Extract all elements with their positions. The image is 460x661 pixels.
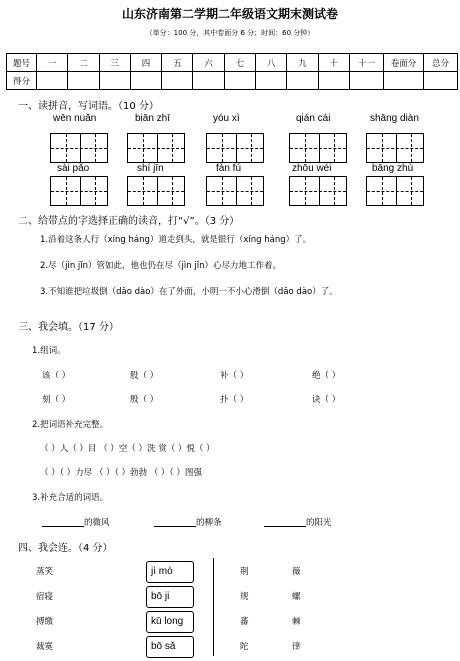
pinyin-box[interactable]: kū long xyxy=(146,611,194,633)
fill-blank[interactable]: 诀（ ） xyxy=(312,395,341,405)
tianzige-box[interactable] xyxy=(50,176,108,206)
match-word-left[interactable]: 裁寞 xyxy=(36,642,54,652)
section3-sub3: 3.补充合适的词语。 xyxy=(32,493,109,503)
answer-underline[interactable] xyxy=(154,526,196,527)
section3-heading: 三、我会填。（17 分） xyxy=(18,322,119,333)
score-table xyxy=(6,53,458,90)
pinyin-label: qián cái xyxy=(296,113,331,124)
pinyin-box[interactable]: bō ji xyxy=(146,586,194,608)
score-cell[interactable] xyxy=(68,72,99,90)
section2-heading: 二、给带点的字选择正确的读音，打“√”。（3 分） xyxy=(18,216,240,227)
answer-underline[interactable] xyxy=(42,526,84,527)
answer-underline[interactable] xyxy=(264,526,306,527)
score-header-cell: 七 xyxy=(224,54,255,72)
score-cell[interactable] xyxy=(350,72,384,90)
pinyin-label: wēn nuǎn xyxy=(53,113,97,124)
page-subtitle: （单分：100 分，其中卷面分 6 分；时间：60 分钟） xyxy=(145,29,315,37)
blank-item-label: 的阳光 xyxy=(306,518,332,528)
fill-blank[interactable]: 殷（ ） xyxy=(130,395,159,405)
pinyin-label: shāng diàn xyxy=(370,113,419,124)
score-cell[interactable] xyxy=(384,72,424,90)
match-char[interactable]: 规 xyxy=(240,592,249,602)
score-header-cell: 十一 xyxy=(350,54,384,72)
match-char[interactable]: 薇 xyxy=(292,567,301,577)
score-cell[interactable] xyxy=(37,72,68,90)
score-header-cell: 十 xyxy=(318,54,349,72)
pinyin-label: biān zhī xyxy=(135,113,171,124)
score-header-cell: 八 xyxy=(256,54,287,72)
score-header-cell: 题号 xyxy=(7,54,37,72)
pinyin-label: yóu xì xyxy=(213,113,240,124)
tianzige-box[interactable] xyxy=(366,176,424,206)
page-title: 山东济南第二学期二年级语文期末测试卷 xyxy=(121,7,338,21)
section2-item: 3.不知谁把垃圾倒（dǎo dào）在了外面，小明一不小心滑倒（dǎo dào）了。 xyxy=(40,287,338,297)
fill-blank[interactable]: 股（ ） xyxy=(130,371,159,381)
fill-blank[interactable]: 扑（ ） xyxy=(220,395,249,405)
match-word-left[interactable]: 搏缴 xyxy=(36,617,54,627)
pinyin-label: shí jīn xyxy=(137,163,164,174)
score-header-cell: 六 xyxy=(193,54,224,72)
section3-sub1: 1.组词。 xyxy=(32,346,66,356)
score-cell[interactable] xyxy=(130,72,161,90)
blank-item-label: 的柳条 xyxy=(196,518,222,528)
score-cell[interactable] xyxy=(162,72,193,90)
pinyin-box[interactable]: bō sǎ xyxy=(146,636,194,658)
section3-sub2: 2.把词语补充完整。 xyxy=(32,420,109,430)
match-char[interactable]: 陀 xyxy=(240,642,249,652)
score-table-score-row xyxy=(7,72,458,90)
fill-blank-row[interactable]: （ ）人（ ）目 （ ）空（ ）洗 赏（ ）悦（ ） xyxy=(40,444,215,454)
score-cell[interactable] xyxy=(424,72,458,90)
tianzige-box[interactable] xyxy=(206,133,264,163)
tianzige-box[interactable] xyxy=(127,176,185,206)
score-header-cell: 三 xyxy=(99,54,130,72)
score-cell[interactable] xyxy=(193,72,224,90)
tianzige-box[interactable] xyxy=(127,133,185,163)
blank-item-label: 的微风 xyxy=(84,518,110,528)
pinyin-label: bāng zhù xyxy=(372,163,414,174)
score-header-cell: 九 xyxy=(287,54,318,72)
score-cell[interactable] xyxy=(287,72,318,90)
pinyin-box[interactable]: jì mò xyxy=(146,561,194,583)
tianzige-box[interactable] xyxy=(289,176,347,206)
section2-item: 2.尽（jìn jǐn）管如此，他也仍在尽（jìn jǐn）心尽力地工作着。 xyxy=(40,261,281,271)
tianzige-box[interactable] xyxy=(206,176,264,206)
pinyin-label: fàn fú xyxy=(216,163,242,174)
fill-blank[interactable]: 补（ ） xyxy=(220,371,249,381)
tianzige-box[interactable] xyxy=(50,133,108,163)
score-row-label: 得分 xyxy=(7,72,37,90)
match-char[interactable]: 荆 xyxy=(240,567,249,577)
section1-heading: 一、读拼音，写词语。（10 分） xyxy=(18,101,159,112)
score-header-cell: 二 xyxy=(68,54,99,72)
score-cell[interactable] xyxy=(99,72,130,90)
tianzige-box[interactable] xyxy=(289,133,347,163)
divider-line xyxy=(213,558,214,656)
score-header-cell: 总分 xyxy=(424,54,458,72)
fill-blank[interactable]: 刻（ ） xyxy=(42,395,71,405)
fill-blank-row[interactable]: （ ）（ ）力尽 （ ）（ ）勃勃 （ ）（ ）图强 xyxy=(40,468,202,478)
fill-blank[interactable]: 该（ ） xyxy=(42,371,71,381)
score-table-header-row xyxy=(7,54,458,72)
score-cell[interactable] xyxy=(224,72,255,90)
score-cell[interactable] xyxy=(256,72,287,90)
match-char[interactable]: 律 xyxy=(292,642,301,652)
score-header-cell: 五 xyxy=(162,54,193,72)
score-header-cell: 四 xyxy=(130,54,161,72)
match-char[interactable]: 棘 xyxy=(292,617,301,627)
match-char[interactable]: 蕃 xyxy=(240,617,249,627)
section4-heading: 四、我会连。（4 分） xyxy=(18,543,113,554)
tianzige-box[interactable] xyxy=(366,133,424,163)
pinyin-label: zhōu wéi xyxy=(292,163,332,174)
match-word-left[interactable]: 宿寝 xyxy=(36,592,54,602)
fill-blank[interactable]: 绝（ ） xyxy=(312,371,341,381)
score-header-cell: 卷面分 xyxy=(384,54,424,72)
score-header-cell: 一 xyxy=(37,54,68,72)
score-cell[interactable] xyxy=(318,72,349,90)
section2-item: 1.沿着这条人行（xíng háng）道走到头，就是银行（xíng háng）了。 xyxy=(40,235,312,245)
match-char[interactable]: 螺 xyxy=(292,592,301,602)
match-word-left[interactable]: 蒸笑 xyxy=(36,567,54,577)
pinyin-label: sài pǎo xyxy=(57,163,90,174)
